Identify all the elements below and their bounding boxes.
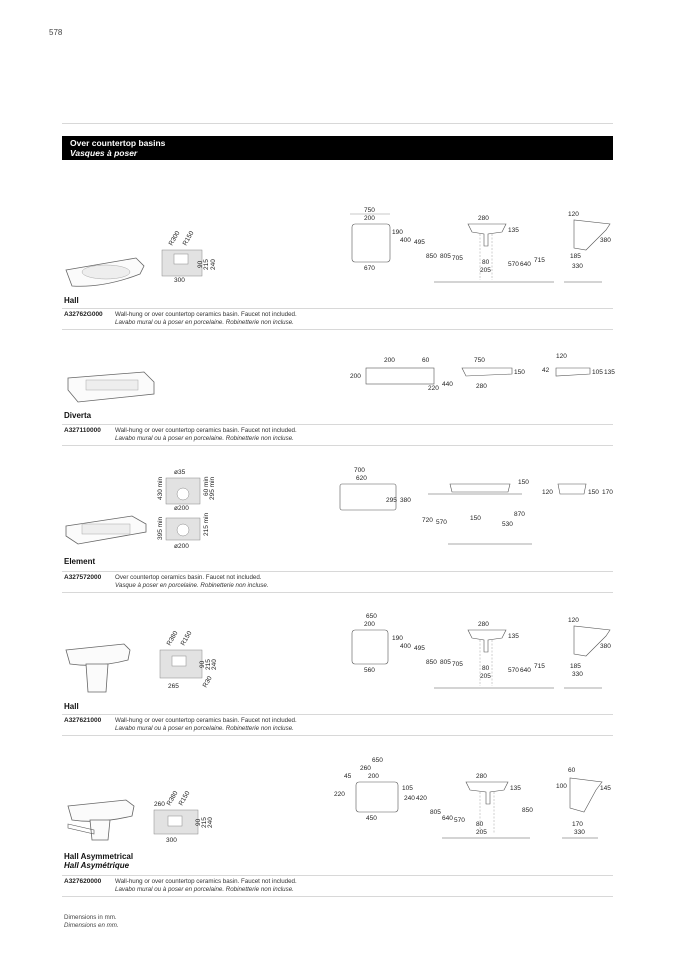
hall-asymmetrical-cutout	[150, 790, 224, 846]
svg-text:750: 750	[474, 357, 485, 364]
svg-text:80: 80	[482, 665, 490, 672]
svg-text:805: 805	[430, 809, 441, 816]
svg-text:650: 650	[372, 757, 383, 764]
section-subtitle: Vasques à poser	[70, 148, 138, 158]
svg-text:705: 705	[452, 255, 463, 262]
svg-text:380: 380	[600, 237, 611, 244]
svg-text:R150: R150	[177, 790, 192, 807]
svg-text:R380: R380	[165, 790, 180, 807]
element-cutout-diagram	[156, 470, 220, 550]
svg-text:145: 145	[600, 785, 611, 792]
product-description-fr: Lavabo mural ou à poser en porcelaine. Robinetterie non incluse.	[115, 319, 294, 326]
diverta-basin-photo	[64, 368, 160, 408]
svg-text:570: 570	[454, 817, 465, 824]
svg-text:R150: R150	[181, 230, 196, 247]
svg-text:100: 100	[556, 783, 567, 790]
svg-text:205: 205	[476, 829, 487, 836]
svg-text:240: 240	[210, 259, 217, 270]
svg-text:620: 620	[356, 475, 367, 482]
top-divider	[62, 123, 613, 124]
svg-text:380: 380	[600, 643, 611, 650]
svg-text:330: 330	[572, 671, 583, 678]
product-name-fr: Hall Asymétrique	[64, 861, 130, 870]
svg-text:640: 640	[520, 667, 531, 674]
hall-pedestal-technical-drawing	[340, 612, 612, 692]
svg-text:870: 870	[514, 511, 525, 518]
svg-text:215: 215	[201, 817, 208, 828]
svg-text:215: 215	[205, 659, 212, 670]
svg-text:850: 850	[522, 807, 533, 814]
svg-text:80: 80	[476, 821, 484, 828]
svg-text:215 min: 215 min	[203, 512, 210, 536]
svg-text:420: 420	[416, 795, 427, 802]
svg-text:135: 135	[510, 785, 521, 792]
section-header	[62, 136, 613, 160]
svg-text:440: 440	[442, 381, 453, 388]
svg-text:200: 200	[368, 773, 379, 780]
svg-text:495: 495	[414, 645, 425, 652]
svg-text:240: 240	[404, 795, 415, 802]
svg-text:380: 380	[400, 497, 411, 504]
svg-text:715: 715	[534, 257, 545, 264]
svg-text:850: 850	[426, 659, 437, 666]
product-row	[62, 308, 613, 330]
svg-text:135: 135	[604, 369, 615, 376]
svg-text:220: 220	[428, 385, 439, 392]
product-code: A327110000	[64, 427, 101, 434]
section-title: Over countertop basins	[70, 138, 166, 148]
product-name	[64, 852, 133, 870]
svg-text:430 min: 430 min	[157, 476, 164, 500]
product-description-en: Wall-hung or over countertop ceramics basin. Faucet not included.	[115, 878, 297, 885]
svg-text:715: 715	[534, 663, 545, 670]
svg-text:450: 450	[366, 815, 377, 822]
svg-text:60: 60	[568, 767, 576, 774]
product-description-en: Wall-hung or over countertop ceramics basin. Faucet not included.	[115, 717, 297, 724]
svg-text:200: 200	[384, 357, 395, 364]
footer-note-en: Dimensions in mm.	[64, 914, 117, 921]
product-row	[62, 875, 613, 897]
product-name: Element	[64, 557, 96, 566]
footer-note-fr: Dimensions en mm.	[64, 922, 119, 929]
product-name: Diverta	[64, 411, 92, 420]
svg-text:205: 205	[480, 673, 491, 680]
svg-text:640: 640	[442, 815, 453, 822]
svg-text:90: 90	[197, 260, 204, 268]
svg-text:105: 105	[402, 785, 413, 792]
svg-text:185: 185	[570, 253, 581, 260]
svg-text:135: 135	[508, 633, 519, 640]
element-technical-drawing	[336, 464, 616, 550]
svg-text:295: 295	[386, 497, 397, 504]
product-code: A32762G000	[64, 311, 103, 318]
svg-text:190: 190	[392, 635, 403, 642]
svg-text:530: 530	[502, 521, 513, 528]
product-code: A327620000	[64, 878, 102, 885]
svg-text:R30: R30	[201, 675, 214, 689]
svg-text:120: 120	[542, 489, 553, 496]
svg-text:280: 280	[476, 383, 487, 390]
hall-technical-drawing	[340, 206, 612, 286]
svg-text:135: 135	[508, 227, 519, 234]
svg-text:280: 280	[478, 621, 489, 628]
svg-text:570: 570	[508, 667, 519, 674]
svg-text:200: 200	[364, 621, 375, 628]
svg-text:395 min: 395 min	[157, 516, 164, 540]
svg-text:260: 260	[360, 765, 371, 772]
svg-text:215: 215	[203, 259, 210, 270]
product-row	[62, 424, 613, 446]
product-name: Hall	[64, 702, 79, 711]
svg-text:R300: R300	[167, 230, 182, 247]
product-name: Hall	[64, 296, 79, 305]
svg-text:260: 260	[154, 801, 165, 808]
hall-asymmetrical-photo	[64, 796, 146, 846]
product-name-en: Hall Asymmetrical	[64, 852, 134, 861]
product-description-en: Over countertop ceramics basin. Faucet not included.	[115, 574, 262, 581]
svg-text:ø200: ø200	[174, 505, 189, 512]
svg-text:495: 495	[414, 239, 425, 246]
svg-text:240: 240	[211, 659, 218, 670]
svg-text:400: 400	[400, 643, 411, 650]
svg-text:805: 805	[440, 253, 451, 260]
svg-text:120: 120	[556, 353, 567, 360]
product-description-fr: Lavabo mural ou à poser en porcelaine. Robinetterie non incluse.	[115, 725, 294, 732]
hall-pedestal-photo	[64, 640, 134, 696]
svg-text:330: 330	[572, 263, 583, 270]
svg-text:705: 705	[452, 661, 463, 668]
svg-text:170: 170	[602, 489, 613, 496]
svg-text:120: 120	[568, 211, 579, 218]
svg-text:80: 80	[482, 259, 490, 266]
svg-text:330: 330	[574, 829, 585, 836]
svg-text:R380: R380	[165, 630, 180, 647]
svg-text:150: 150	[588, 489, 599, 496]
svg-text:150: 150	[514, 369, 525, 376]
product-description-fr: Vasque à poser en porcelaine. Robinetterie non incluse.	[115, 582, 269, 589]
svg-text:240: 240	[207, 817, 214, 828]
svg-text:280: 280	[478, 215, 489, 222]
hall-cutout-diagram	[160, 230, 218, 284]
svg-text:190: 190	[392, 229, 403, 236]
svg-text:805: 805	[440, 659, 451, 666]
product-description-en: Wall-hung or over countertop ceramics basin. Faucet not included.	[115, 427, 297, 434]
svg-text:185: 185	[570, 663, 581, 670]
page-number: 578	[49, 28, 63, 37]
svg-text:200: 200	[350, 373, 361, 380]
svg-text:120: 120	[568, 617, 579, 624]
svg-text:90: 90	[199, 660, 206, 668]
svg-text:ø200: ø200	[174, 543, 189, 550]
hall-asymmetrical-technical-drawing	[330, 756, 616, 840]
element-basin-photo	[64, 512, 150, 548]
product-code: A327572000	[64, 574, 102, 581]
svg-text:300: 300	[166, 837, 177, 844]
svg-text:200: 200	[364, 215, 375, 222]
svg-text:560: 560	[364, 667, 375, 674]
product-row	[62, 571, 613, 593]
svg-text:280: 280	[476, 773, 487, 780]
svg-text:150: 150	[518, 479, 529, 486]
svg-text:295 min: 295 min	[209, 476, 216, 500]
svg-text:640: 640	[520, 261, 531, 268]
svg-text:650: 650	[366, 613, 377, 620]
svg-text:60: 60	[422, 357, 430, 364]
hall-pedestal-cutout	[156, 630, 226, 694]
svg-text:150: 150	[470, 515, 481, 522]
svg-text:670: 670	[364, 265, 375, 272]
svg-text:850: 850	[426, 253, 437, 260]
svg-text:45: 45	[344, 773, 352, 780]
diverta-technical-drawing	[346, 354, 616, 400]
svg-text:570: 570	[508, 261, 519, 268]
svg-text:265: 265	[168, 683, 179, 690]
svg-text:R150: R150	[179, 630, 194, 647]
svg-text:205: 205	[480, 267, 491, 274]
product-row	[62, 714, 613, 736]
product-description-en: Wall-hung or over countertop ceramics basin. Faucet not included.	[115, 311, 297, 318]
product-description-fr: Lavabo mural ou à poser en porcelaine. Robinetterie non incluse.	[115, 886, 294, 893]
svg-text:90: 90	[195, 818, 202, 826]
svg-text:105: 105	[592, 369, 603, 376]
svg-text:60 min: 60 min	[203, 476, 210, 496]
svg-text:42: 42	[542, 367, 550, 374]
svg-text:220: 220	[334, 791, 345, 798]
svg-text:170: 170	[572, 821, 583, 828]
svg-text:300: 300	[174, 277, 185, 284]
svg-text:ø35: ø35	[174, 469, 186, 476]
svg-text:400: 400	[400, 237, 411, 244]
svg-text:720: 720	[422, 517, 433, 524]
product-description-fr: Lavabo mural ou à poser en porcelaine. Robinetterie non incluse.	[115, 435, 294, 442]
svg-text:570: 570	[436, 519, 447, 526]
svg-text:700: 700	[354, 467, 365, 474]
product-code: A327621000	[64, 717, 102, 724]
hall-basin-photo	[64, 252, 148, 292]
svg-text:750: 750	[364, 207, 375, 214]
